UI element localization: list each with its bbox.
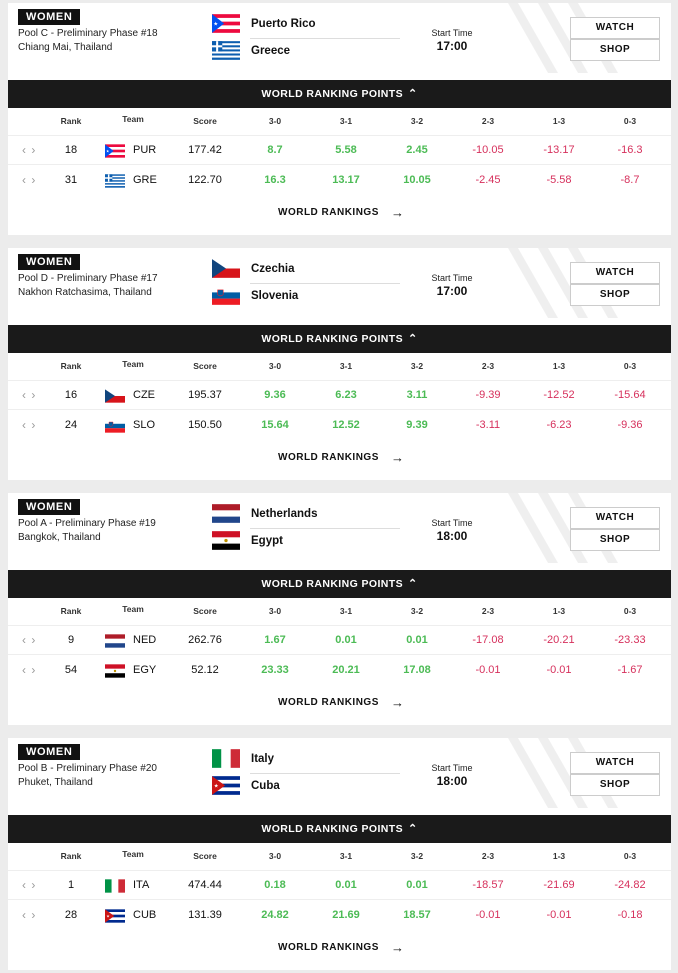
arrow-right-icon[interactable]: → [391,940,404,955]
arrow-right-icon[interactable]: → [391,695,404,710]
rank-value: 31 [64,174,78,186]
header-score: Score [193,851,217,861]
netherlands-flag-icon [105,634,125,648]
team-away[interactable] [212,776,402,796]
points-2-3: -10.05 [472,144,504,156]
points-3-2: 0.01 [406,634,428,646]
points-3-0: 0.18 [264,879,286,891]
team-home-name: Netherlands [251,508,318,520]
points-2-3: -18.57 [472,879,504,891]
team-divider [250,283,400,284]
points-3-1: 12.52 [332,419,360,431]
chevron-up-icon: ⌃ [407,823,418,835]
greece-flag-icon [105,174,125,188]
table-row [8,411,671,441]
points-1-3: -20.21 [543,634,575,646]
slovenia-flag-icon [212,286,240,305]
gender-badge: WOMEN [18,9,80,25]
points-0-3: -0.18 [617,909,643,921]
pool-phase: Pool C - Preliminary Phase #18 [18,28,158,39]
chevron-up-icon: ⌃ [407,88,418,100]
wrp-toggle[interactable] [8,80,671,108]
watch-button[interactable]: WATCH [570,752,660,774]
expand-arrows-icon[interactable]: ‹ › [22,173,37,187]
points-1-3: -21.69 [543,879,575,891]
points-2-3: -2.45 [475,174,501,186]
shop-button[interactable]: SHOP [570,39,660,61]
match-city: Nakhon Ratchasima, Thailand [18,287,152,298]
points-3-1: 13.17 [332,174,360,186]
header-team: Team [122,114,144,124]
match-card [8,493,671,725]
header-1-3: 1-3 [552,851,566,861]
team-divider [250,773,400,774]
points-3-2: 2.45 [406,144,428,156]
points-3-1: 5.58 [335,144,357,156]
team-home-name: Czechia [251,263,295,275]
start-time-label: Start Time [431,763,473,773]
egypt-flag-icon [212,531,240,550]
wrp-toggle[interactable] [8,325,671,353]
team-home-name: Italy [251,753,275,765]
team-code: CUB [133,909,157,921]
team-code: NED [133,634,157,646]
points-3-2: 17.08 [403,664,431,676]
start-time: 17:00 [436,284,468,298]
team-away-name: Greece [251,45,291,57]
match-city: Chiang Mai, Thailand [18,42,113,53]
points-1-3: -13.17 [543,144,575,156]
italy-flag-icon [105,879,125,893]
header-3-0: 3-0 [268,606,282,616]
expand-arrows-icon[interactable]: ‹ › [22,878,37,892]
shop-button[interactable]: SHOP [570,284,660,306]
header-0-3: 0-3 [623,116,637,126]
points-2-3: -9.39 [475,389,501,401]
puerto-rico-flag-icon [105,144,125,158]
table-row [8,380,671,410]
points-3-2: 0.01 [406,879,428,891]
expand-arrows-icon[interactable]: ‹ › [22,388,37,402]
header-team: Team [122,359,144,369]
expand-arrows-icon[interactable]: ‹ › [22,908,37,922]
header-rank: Rank [60,851,82,861]
start-time-label: Start Time [431,518,473,528]
rank-value: 28 [64,909,78,921]
team-home[interactable] [212,749,402,769]
ranking-score: 52.12 [191,664,219,676]
header-1-3: 1-3 [552,361,566,371]
ranking-score: 122.70 [188,174,222,186]
puerto-rico-flag-icon [212,14,240,33]
shop-button[interactable]: SHOP [570,774,660,796]
gender-badge: WOMEN [18,254,80,270]
table-row [8,870,671,900]
rank-value: 9 [67,634,75,646]
team-home[interactable] [212,504,402,524]
team-divider [250,38,400,39]
table-row [8,135,671,165]
header-score: Score [193,606,217,616]
cuba-flag-icon [212,776,240,795]
match-city: Bangkok, Thailand [18,532,101,543]
points-3-0: 23.33 [261,664,289,676]
team-home-name: Puerto Rico [251,18,316,30]
ranking-score: 131.39 [188,909,222,921]
expand-arrows-icon[interactable]: ‹ › [22,418,37,432]
header-1-3: 1-3 [552,116,566,126]
points-0-3: -1.67 [617,664,643,676]
team-code: CZE [133,389,155,401]
shop-button[interactable]: SHOP [570,529,660,551]
header-score: Score [193,361,217,371]
start-time-label: Start Time [431,273,473,283]
team-code: ITA [133,879,150,891]
pool-phase: Pool B - Preliminary Phase #20 [18,763,157,774]
points-2-3: -0.01 [475,664,501,676]
team-away-name: Cuba [251,780,280,792]
czechia-flag-icon [212,259,240,278]
world-rankings-link[interactable]: WORLD RANKINGS [278,942,379,953]
table-row [8,625,671,655]
header-rank: Rank [60,116,82,126]
rank-value: 54 [64,664,78,676]
slovenia-flag-icon [105,419,125,433]
header-2-3: 2-3 [481,116,495,126]
team-away-name: Egypt [251,535,283,547]
header-rank: Rank [60,606,82,616]
points-1-3: -5.58 [546,174,572,186]
points-3-2: 9.39 [406,419,428,431]
rank-value: 24 [64,419,78,431]
wrp-title: WORLD RANKING POINTS [261,823,403,835]
world-rankings-link[interactable]: WORLD RANKINGS [278,697,379,708]
points-3-0: 1.67 [264,634,286,646]
header-2-3: 2-3 [481,606,495,616]
start-time: 17:00 [436,39,468,53]
points-3-2: 10.05 [403,174,431,186]
points-2-3: -3.11 [475,419,501,431]
points-3-2: 3.11 [406,389,428,401]
header-3-0: 3-0 [268,116,282,126]
points-3-0: 16.3 [264,174,286,186]
arrow-right-icon[interactable]: → [391,450,404,465]
header-2-3: 2-3 [481,361,495,371]
points-3-0: 8.7 [267,144,283,156]
wrp-title: WORLD RANKING POINTS [261,333,403,345]
points-0-3: -24.82 [614,879,646,891]
header-team: Team [122,604,144,614]
header-score: Score [193,116,217,126]
ranking-score: 474.44 [188,879,222,891]
points-1-3: -0.01 [546,664,572,676]
header-3-1: 3-1 [339,361,353,371]
points-3-2: 18.57 [403,909,431,921]
header-3-0: 3-0 [268,361,282,371]
header-rank: Rank [60,361,82,371]
team-divider [250,528,400,529]
points-0-3: -15.64 [614,389,646,401]
points-1-3: -12.52 [543,389,575,401]
points-0-3: -9.36 [617,419,643,431]
wrp-title: WORLD RANKING POINTS [261,578,403,590]
world-rankings-link[interactable]: WORLD RANKINGS [278,452,379,463]
points-3-0: 9.36 [264,389,286,401]
header-3-1: 3-1 [339,851,353,861]
team-code: GRE [133,174,157,186]
table-row [8,901,671,931]
points-3-1: 6.23 [335,389,357,401]
gender-badge: WOMEN [18,499,80,515]
match-card [8,3,671,235]
points-3-1: 21.69 [332,909,360,921]
points-3-1: 0.01 [335,634,357,646]
match-city: Phuket, Thailand [18,777,93,788]
arrow-right-icon[interactable]: → [391,205,404,220]
points-0-3: -8.7 [620,174,640,186]
expand-arrows-icon[interactable]: ‹ › [22,143,37,157]
points-2-3: -0.01 [475,909,501,921]
points-3-0: 24.82 [261,909,289,921]
rank-value: 18 [64,144,78,156]
header-3-1: 3-1 [339,606,353,616]
world-rankings-link[interactable]: WORLD RANKINGS [278,207,379,218]
egypt-flag-icon [105,664,125,678]
table-row [8,656,671,686]
points-2-3: -17.08 [472,634,504,646]
watch-button[interactable]: WATCH [570,262,660,284]
ranking-score: 195.37 [188,389,222,401]
header-0-3: 0-3 [623,851,637,861]
ranking-score: 150.50 [188,419,222,431]
team-away[interactable] [212,286,402,306]
points-1-3: -6.23 [546,419,572,431]
expand-arrows-icon[interactable]: ‹ › [22,663,37,677]
header-3-1: 3-1 [339,116,353,126]
czechia-flag-icon [105,389,125,403]
team-code: SLO [133,419,156,431]
header-0-3: 0-3 [623,606,637,616]
greece-flag-icon [212,41,240,60]
wrp-toggle[interactable] [8,815,671,843]
rank-value: 16 [64,389,78,401]
ranking-score: 262.76 [188,634,222,646]
italy-flag-icon [212,749,240,768]
start-time-label: Start Time [431,28,473,38]
header-team: Team [122,849,144,859]
watch-button[interactable]: WATCH [570,17,660,39]
table-row [8,166,671,196]
header-0-3: 0-3 [623,361,637,371]
pool-phase: Pool A - Preliminary Phase #19 [18,518,156,529]
points-3-1: 20.21 [332,664,360,676]
team-home[interactable] [212,259,402,279]
points-3-0: 15.64 [261,419,289,431]
points-0-3: -23.33 [614,634,646,646]
points-3-1: 0.01 [335,879,357,891]
header-2-3: 2-3 [481,851,495,861]
header-3-2: 3-2 [410,116,424,126]
pool-phase: Pool D - Preliminary Phase #17 [18,273,158,284]
header-3-2: 3-2 [410,606,424,616]
gender-badge: WOMEN [18,744,80,760]
header-3-0: 3-0 [268,851,282,861]
team-away[interactable] [212,41,402,61]
start-time: 18:00 [436,529,468,543]
team-code: EGY [133,664,157,676]
ranking-score: 177.42 [188,144,222,156]
header-3-2: 3-2 [410,851,424,861]
cuba-flag-icon [105,909,125,923]
team-away[interactable] [212,531,402,551]
header-3-2: 3-2 [410,361,424,371]
match-card [8,248,671,480]
rank-value: 1 [67,879,75,891]
wrp-toggle[interactable] [8,570,671,598]
team-away-name: Slovenia [251,290,299,302]
header-1-3: 1-3 [552,606,566,616]
netherlands-flag-icon [212,504,240,523]
chevron-up-icon: ⌃ [407,333,418,345]
start-time: 18:00 [436,774,468,788]
expand-arrows-icon[interactable]: ‹ › [22,633,37,647]
points-1-3: -0.01 [546,909,572,921]
team-code: PUR [133,144,157,156]
points-0-3: -16.3 [617,144,643,156]
chevron-up-icon: ⌃ [407,578,418,590]
wrp-title: WORLD RANKING POINTS [261,88,403,100]
watch-button[interactable]: WATCH [570,507,660,529]
match-card [8,738,671,970]
team-home[interactable] [212,14,402,34]
